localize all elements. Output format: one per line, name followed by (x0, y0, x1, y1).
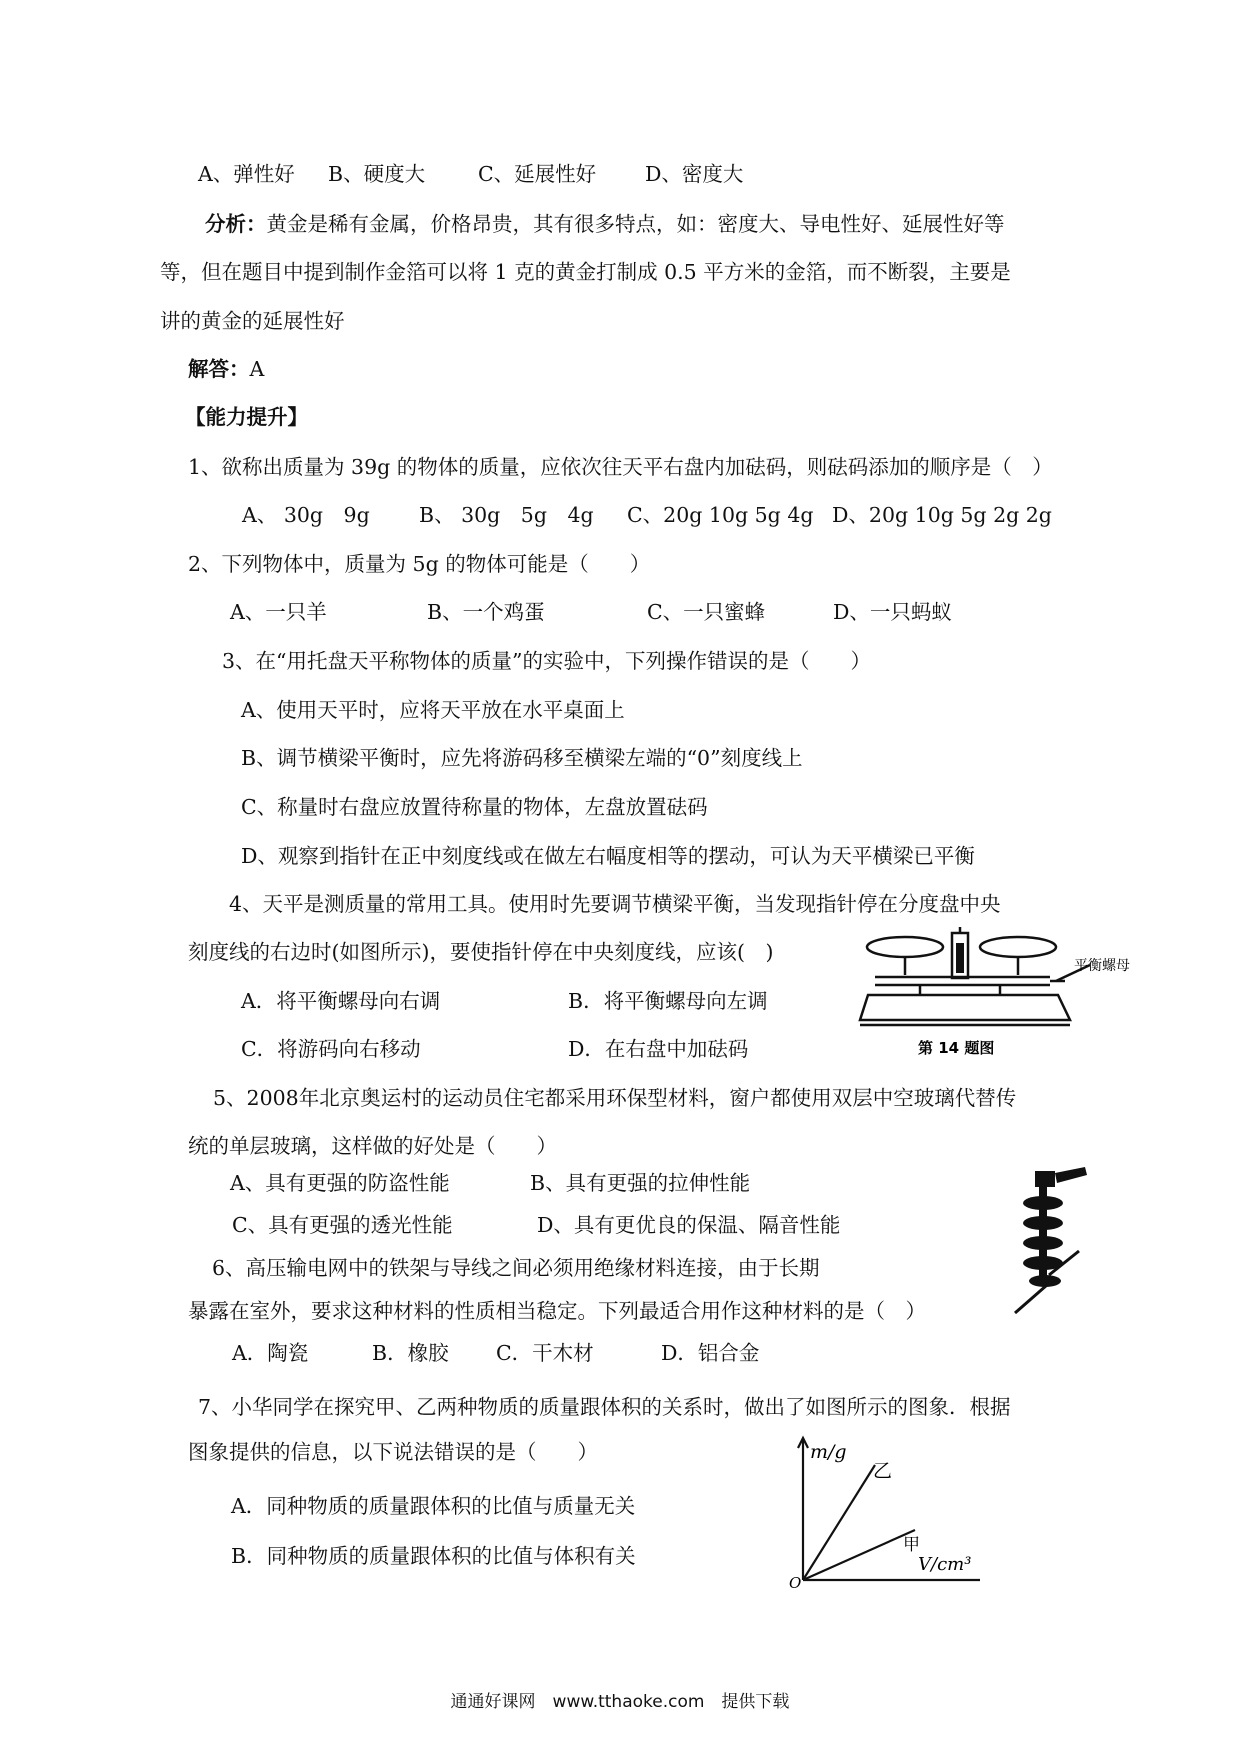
analysis-line-3: 讲的黄金的延展性好 (160, 309, 345, 333)
q2-option-c: C、一只蜜蜂 (647, 600, 766, 624)
q3-option-b: B、调节横梁平衡时，应先将游码移至横梁左端的“0”刻度线上 (241, 746, 803, 770)
q4-option-b: B．将平衡螺母向左调 (568, 989, 768, 1013)
q2-stem: 2、下列物体中，质量为 5g 的物体可能是（ ） (188, 552, 651, 576)
balance-label: 平衡螺母 (1074, 958, 1130, 974)
q7-option-a: A．同种物质的质量跟体积的比值与质量无关 (231, 1494, 636, 1518)
q3-option-a: A、使用天平时，应将天平放在水平桌面上 (241, 698, 625, 722)
q5-stem-1: 5、2008年北京奥运村的运动员住宅都采用环保型材料，窗户都使用双层中空玻璃代替传 (213, 1086, 1017, 1110)
q6-option-d: D．铝合金 (661, 1341, 760, 1365)
intro-option-c: C、延展性好 (478, 162, 597, 186)
q1-option-d: D、20g 10g 5g 2g 2g (832, 503, 1052, 527)
balance-caption: 第 14 题图 (918, 1039, 995, 1057)
q6-option-a: A．陶瓷 (232, 1341, 309, 1365)
q6-option-b: B．橡胶 (372, 1341, 449, 1365)
q5-option-c: C、具有更强的透光性能 (232, 1213, 453, 1237)
q7-stem-2: 图象提供的信息，以下说法错误的是（ ） (188, 1440, 598, 1464)
balance-figure (860, 925, 1130, 1065)
q5-option-b: B、具有更强的拉伸性能 (530, 1171, 751, 1195)
q4-option-d: D．在右盘中加砝码 (568, 1037, 749, 1061)
q1-option-a: A、 30g 9g (242, 503, 370, 527)
answer-label: 解答： (188, 357, 250, 381)
q1-options (242, 502, 1052, 528)
graph-x-label: V/cm³ (918, 1554, 972, 1575)
graph-jia-label: 甲 (903, 1535, 920, 1555)
q7-option-b: B．同种物质的质量跟体积的比值与体积有关 (231, 1544, 636, 1568)
analysis-text-1: 黄金是稀有金属，价格昂贵，其有很多特点，如：密度大、导电性好、延展性好等 (266, 212, 1005, 236)
q1-stem: 1、欲称出质量为 39g 的物体的质量，应依次往天平右盘内加砝码，则砝码添加的顺序是（ ） (188, 455, 1053, 479)
q4-option-a: A．将平衡螺母向右调 (241, 989, 441, 1013)
q3-option-d: D、观察到指针在正中刻度线或在做左右幅度相等的摆动，可认为天平横梁已平衡 (241, 844, 975, 868)
q3-stem: 3、在“用托盘天平称物体的质量”的实验中，下列操作错误的是（ ） (222, 649, 872, 673)
answer-value: A (249, 357, 265, 381)
graph-yi-label: 乙 (873, 1460, 893, 1482)
q2-options (230, 599, 952, 625)
q6-stem-2: 暴露在室外，要求这种材料的性质相当稳定。下列最适合用作这种材料的是（ ） (188, 1299, 926, 1323)
q4-stem-2: 刻度线的右边时(如图所示)，要使指针停在中央刻度线，应该( ) (188, 940, 774, 964)
insulator-figure (1015, 1163, 1095, 1318)
q4-stem-1: 4、天平是测质量的常用工具。使用时先要调节横梁平衡，当发现指针停在分度盘中央 (229, 892, 1001, 916)
q5-stem-2: 统的单层玻璃，这样做的好处是（ ） (188, 1134, 557, 1158)
answer-line (188, 356, 264, 382)
q1-option-b: B、 30g 5g 4g (419, 503, 594, 527)
q5-option-d: D、具有更优良的保温、隔音性能 (537, 1213, 841, 1237)
intro-option-b: B、硬度大 (328, 162, 426, 186)
intro-option-d: D、密度大 (645, 162, 744, 186)
q7-stem-1: 7、小华同学在探究甲、乙两种物质的质量跟体积的关系时，做出了如图所示的图象．根据 (198, 1395, 1011, 1419)
analysis-line-1 (205, 211, 1005, 237)
q6-options (232, 1340, 759, 1366)
page-footer: 通通好课网 www.tthaoke.com 提供下载 (450, 1692, 790, 1712)
q2-option-b: B、一个鸡蛋 (427, 600, 545, 624)
section-title: 【能力提升】 (185, 405, 308, 429)
q2-option-a: A、一只羊 (230, 600, 327, 624)
q6-option-c: C．干木材 (496, 1341, 594, 1365)
q2-option-d: D、一只蚂蚁 (833, 600, 952, 624)
graph-y-label: m/g (810, 1441, 847, 1463)
analysis-label: 分析： (205, 212, 267, 236)
q3-option-c: C、称量时右盘应放置待称量的物体，左盘放置砝码 (241, 795, 708, 819)
mass-volume-graph (775, 1430, 995, 1590)
q6-stem-1: 6、高压输电网中的铁架与导线之间必须用绝缘材料连接，由于长期 (212, 1256, 820, 1280)
intro-option-a: A、弹性好 (198, 162, 295, 186)
q4-option-c: C．将游码向右移动 (241, 1037, 421, 1061)
q1-option-c: C、20g 10g 5g 4g (627, 503, 814, 527)
intro-options (198, 161, 743, 187)
analysis-line-2: 等，但在题目中提到制作金箔可以将 1 克的黄金打制成 0.5 平方米的金箔，而不断裂，主要是 (160, 260, 1011, 284)
graph-origin: O (789, 1574, 802, 1592)
q5-option-a: A、具有更强的防盗性能 (230, 1171, 450, 1195)
